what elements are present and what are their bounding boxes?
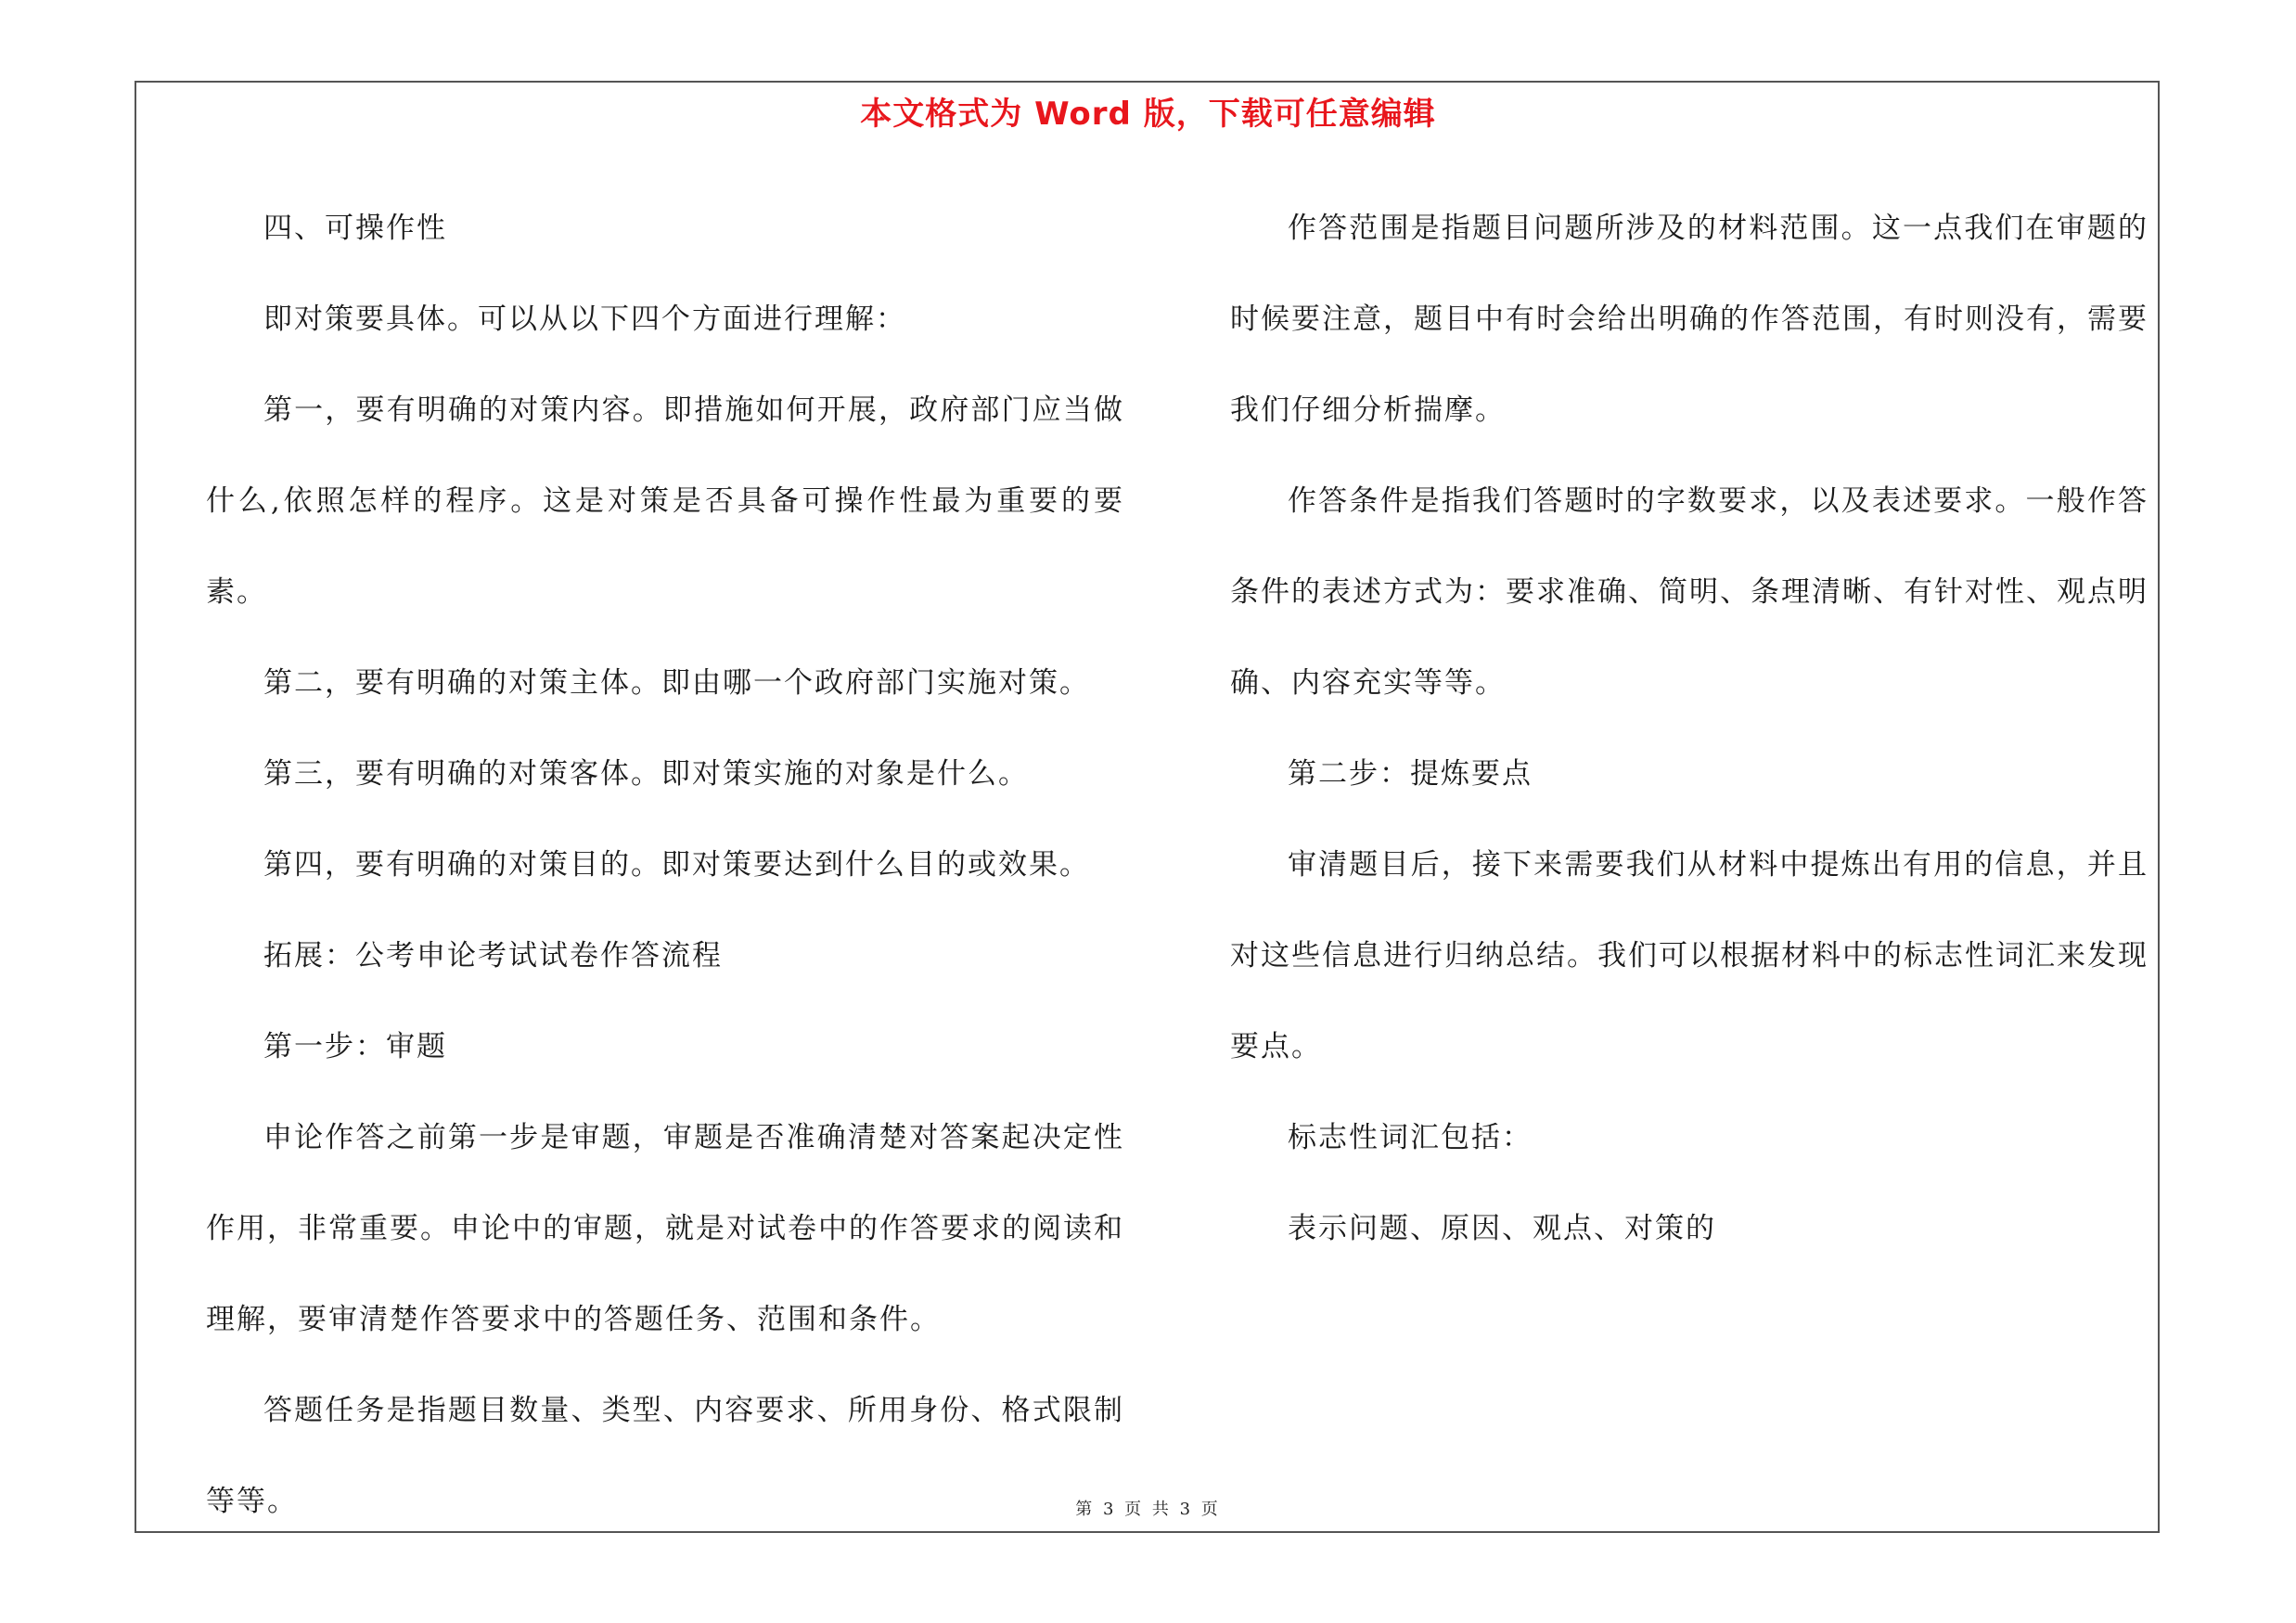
paragraph: 第一步：审题 [263, 1030, 447, 1063]
page-number: 第 3 页 共 3 页 [1075, 1500, 1221, 1519]
paragraph: 第三，要有明确的对策客体。即对策实施的对象是什么。 [263, 757, 1029, 791]
paragraph: 答题任务是指题目数量、类型、内容要求、所用身份、格式限制等等。 [206, 1394, 1124, 1518]
paragraph: 第二步：提炼要点 [1288, 757, 1533, 791]
paragraph: 作答条件是指我们答题时的字数要求，以及表述要求。一般作答条件的表述方式为：要求准确、简明、条理清晰、有针对性、观点明确、内容充实等等。 [1230, 484, 2148, 700]
paragraph: 即对策要具体。可以从以下四个方面进行理解： [263, 303, 906, 336]
paragraph: 表示问题、原因、观点、对策的 [1288, 1212, 1716, 1245]
paragraph: 第一，要有明确的对策内容。即措施如何开展，政府部门应当做什么,依照怎样的程序。这是对策是否具备可操作性最为重要的要素。 [206, 393, 1124, 609]
paragraph: 四、可操作性 [263, 212, 447, 245]
paragraph: 申论作答之前第一步是审题，审题是否准确清楚对答案起决定性作用，非常重要。申论中的审题，就是对试卷中的作答要求的阅读和理解，要审清楚作答要求中的答题任务、范围和条件。 [206, 1121, 1124, 1336]
right-column [1230, 183, 2148, 1274]
left-column [206, 183, 1124, 1547]
paragraph: 第四，要有明确的对策目的。即对策要达到什么目的或效果。 [263, 848, 1090, 882]
paragraph: 第二，要有明确的对策主体。即由哪一个政府部门实施对策。 [263, 666, 1090, 700]
paragraph: 标志性词汇包括： [1288, 1121, 1533, 1154]
paragraph: 作答范围是指题目问题所涉及的材料范围。这一点我们在审题的时候要注意，题目中有时会给出明确的作答范围，有时则没有，需要我们仔细分析揣摩。 [1230, 212, 2148, 427]
paragraph: 审清题目后，接下来需要我们从材料中提炼出有用的信息，并且对这些信息进行归纳总结。我们可以根据材料中的标志性词汇来发现要点。 [1230, 848, 2148, 1063]
paragraph: 拓展：公考申论考试试卷作答流程 [263, 939, 723, 973]
document-banner: 本文格式为 Word 版，下载可任意编辑 [860, 96, 1436, 133]
